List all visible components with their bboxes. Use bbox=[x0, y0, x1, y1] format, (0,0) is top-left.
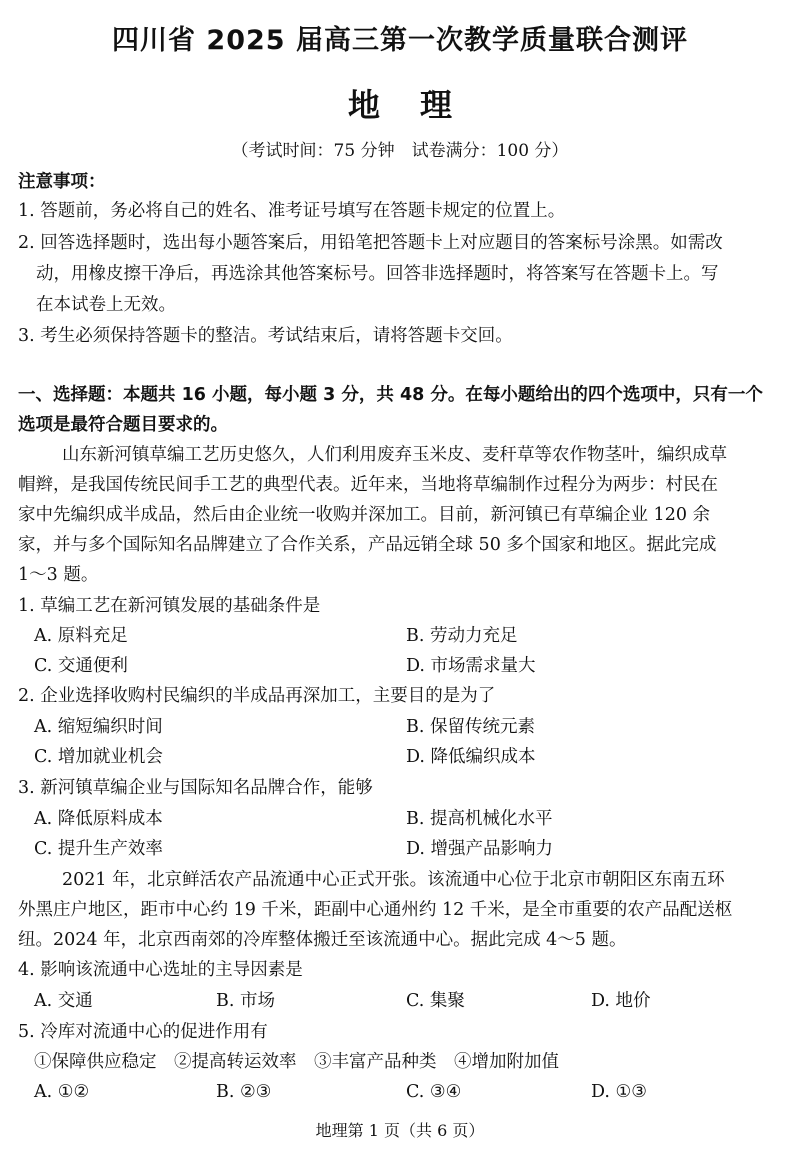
question-2-option-d: D. 降低编织成本 bbox=[406, 747, 536, 767]
section-1-heading-line-2: 选项是最符合题目要求的。 bbox=[18, 415, 228, 435]
question-4-option-d: D. 地价 bbox=[591, 991, 651, 1011]
question-3-option-d: D. 增强产品影响力 bbox=[406, 839, 554, 859]
notice-item-2-line-3: 在本试卷上无效。 bbox=[36, 295, 176, 315]
passage-1-line-2: 帽辫，是我国传统民间手工艺的典型代表。近年来，当地将草编制作过程分为两步：村民在 bbox=[18, 475, 718, 495]
question-5-stem: 5. 冷库对流通中心的促进作用有 bbox=[18, 1022, 268, 1042]
subject-title: 地理 bbox=[347, 86, 492, 124]
passage-1-line-5: 1～3 题。 bbox=[18, 565, 99, 585]
question-2-option-a: A. 缩短编织时间 bbox=[34, 717, 163, 737]
page-footer: 地理第 1 页（共 6 页） bbox=[315, 1121, 485, 1140]
question-3-stem: 3. 新河镇草编企业与国际知名品牌合作，能够 bbox=[18, 778, 373, 798]
question-5-option-d: D. ①③ bbox=[591, 1082, 647, 1102]
question-4-option-c: C. 集聚 bbox=[406, 991, 465, 1011]
question-4-option-b: B. 市场 bbox=[216, 991, 275, 1011]
question-3-option-c: C. 提升生产效率 bbox=[34, 839, 163, 859]
question-2-option-c: C. 增加就业机会 bbox=[34, 747, 163, 767]
question-1-option-b: B. 劳动力充足 bbox=[406, 626, 518, 646]
passage-2-line-3: 纽。2024 年，北京西南郊的冷库整体搬迁至该流通中心。据此完成 4～5 题。 bbox=[18, 930, 627, 950]
notice-item-2-line-2: 动，用橡皮擦干净后，再选涂其他答案标号。回答非选择题时，将答案写在答题卡上。写 bbox=[36, 264, 719, 284]
passage-2-line-2: 外黑庄户地区，距市中心约 19 千米，距副中心通州约 12 千米，是全市重要的农产品配送枢 bbox=[18, 900, 733, 920]
question-4-stem: 4. 影响该流通中心选址的主导因素是 bbox=[18, 960, 303, 980]
passage-1-line-4: 家，并与多个国际知名品牌建立了合作关系，产品远销全球 50 多个国家和地区。据此完成 bbox=[18, 535, 717, 555]
question-1-option-d: D. 市场需求量大 bbox=[406, 656, 536, 676]
question-4-option-a: A. 交通 bbox=[34, 991, 93, 1011]
passage-1-line-3: 家中先编织成半成品，然后由企业统一收购并深加工。目前，新河镇已有草编企业 120 余 bbox=[18, 505, 711, 525]
question-5-items: ①保障供应稳定 ②提高转运效率 ③丰富产品种类 ④增加附加值 bbox=[34, 1052, 559, 1072]
question-2-option-b: B. 保留传统元素 bbox=[406, 717, 535, 737]
question-5-option-c: C. ③④ bbox=[406, 1082, 462, 1102]
passage-1-line-1: 山东新河镇草编工艺历史悠久，人们利用废弃玉米皮、麦秆草等农作物茎叶，编织成草 bbox=[62, 445, 727, 465]
passage-2-line-1: 2021 年，北京鲜活农产品流通中心正式开张。该流通中心位于北京市朝阳区东南五环 bbox=[62, 870, 725, 890]
question-1-option-c: C. 交通便利 bbox=[34, 656, 128, 676]
question-3-option-b: B. 提高机械化水平 bbox=[406, 809, 553, 829]
question-3-option-a: A. 降低原料成本 bbox=[34, 809, 163, 829]
notice-item-2-line-1: 2. 回答选择题时，选出每小题答案后，用铅笔把答题卡上对应题目的答案标号涂黑。如需改 bbox=[18, 233, 723, 253]
question-5-option-a: A. ①② bbox=[34, 1082, 90, 1102]
notice-heading: 注意事项： bbox=[18, 172, 106, 192]
question-2-stem: 2. 企业选择收购村民编织的半成品再深加工，主要目的是为了 bbox=[18, 686, 496, 706]
question-1-option-a: A. 原料充足 bbox=[34, 626, 128, 646]
question-5-option-b: B. ②③ bbox=[216, 1082, 272, 1102]
notice-item-1: 1. 答题前，务必将自己的姓名、准考证号填写在答题卡规定的位置上。 bbox=[18, 201, 566, 221]
exam-title: 四川省 2025 届高三第一次教学质量联合测评 bbox=[112, 25, 688, 56]
exam-info: （考试时间：75 分钟 试卷满分：100 分） bbox=[231, 141, 569, 161]
notice-item-3: 3. 考生必须保持答题卡的整洁。考试结束后，请将答题卡交回。 bbox=[18, 326, 513, 346]
question-1-stem: 1. 草编工艺在新河镇发展的基础条件是 bbox=[18, 596, 321, 616]
section-1-heading-line-1: 一、选择题：本题共 16 小题，每小题 3 分，共 48 分。在每小题给出的四个选项中，只有一个 bbox=[18, 385, 763, 405]
